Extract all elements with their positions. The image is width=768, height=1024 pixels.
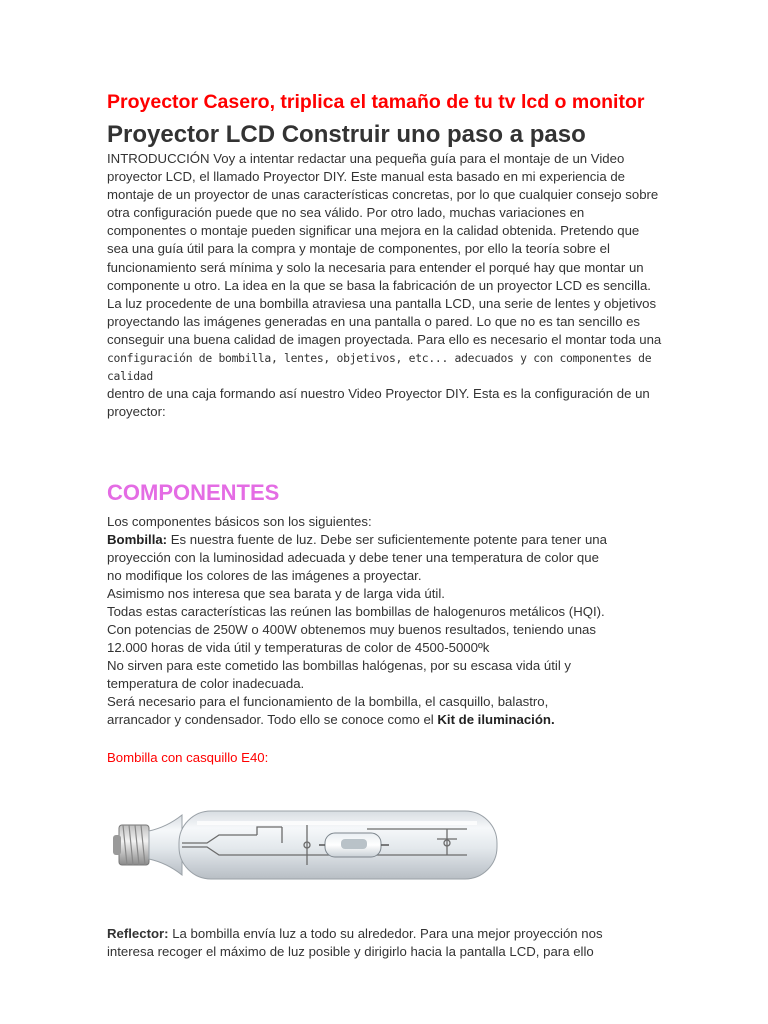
intro-line: La luz procedente de una bombilla atraviesa una pantalla LCD, una serie de lentes y objetivos xyxy=(107,295,657,311)
intro-line: funcionamiento será mínima y solo la necesaria para entender el porqué hay que montar un xyxy=(107,259,644,275)
bombilla-line xyxy=(107,531,667,549)
intro-line: dentro de una caja formando así nuestro Video Proyector DIY. Esta es la configuración de un xyxy=(107,386,650,402)
reflector-line: interesa recoger el máximo de luz posible y dirigirlo hacia la pantalla LCD, para ello xyxy=(107,944,594,960)
components-line: Con potencias de 250W o 400W obtenemos muy buenos resultados, teniendo unas xyxy=(107,622,596,638)
bulb-caption: Bombilla con casquillo E40: xyxy=(107,750,269,766)
components-heading: COMPONENTES xyxy=(107,480,280,506)
components-line: no modifique los colores de las imágenes a proyectar. xyxy=(107,568,422,584)
kit-prefix: arrancador y condensador. Todo ello se conoce como el xyxy=(107,712,438,728)
intro-line: otra configuración puede que no sea válido. Por otro lado, muchas variaciones en xyxy=(107,205,585,221)
bulb-image xyxy=(107,795,507,895)
arc-tube xyxy=(319,833,389,857)
intro-line: INTRODUCCIÓN Voy a intentar redactar una pequeña guía para el montaje de un Video xyxy=(107,151,625,166)
components-intro: Los componentes básicos son los siguientes: xyxy=(107,514,372,530)
intro-mono-line: configuración de bombilla, lentes, objetivos, etc... adecuados y con componentes de calidad xyxy=(107,351,652,384)
components-line: No sirven para este cometido las bombillas halógenas, por su escasa vida útil y xyxy=(107,658,572,674)
components-line: Todas estas características las reúnen las bombillas de halogenuros metálicos (HQI). xyxy=(107,604,605,620)
page-title: Proyector Casero, triplica el tamaño de tu tv lcd o monitor xyxy=(107,91,645,113)
bombilla-label: Bombilla: xyxy=(107,532,168,548)
page-subtitle: Proyector LCD Construir uno paso a paso xyxy=(107,121,586,148)
intro-line: proyector: xyxy=(107,404,166,420)
bombilla-text: Es nuestra fuente de luz. Debe ser suficientemente potente para tener una xyxy=(167,532,607,548)
intro-line: proyector LCD, el llamado Proyector DIY. Este manual esta basado en mi experiencia de xyxy=(107,169,626,185)
reflector-label: Reflector: xyxy=(107,926,169,942)
intro-line: proyectando las imágenes generadas en una pantalla o pared. Lo que no es tan sencillo es xyxy=(107,313,641,329)
components-line: proyección con la luminosidad adecuada y debe tener una temperatura de color que xyxy=(107,550,599,566)
intro-line: sea una guía útil para la compra y montaje de componentes, por ello la teoría sobre el xyxy=(107,241,610,257)
kit-label: Kit de iluminación. xyxy=(437,712,555,728)
intro-line: componentes o montaje pueden significar una mejora en la calidad obtenida. Pretendo que xyxy=(107,223,640,239)
components-line: 12.000 horas de vida útil y temperaturas de color de 4500-5000ºk xyxy=(107,640,490,656)
reflector-line xyxy=(107,925,667,943)
kit-line xyxy=(107,711,667,729)
intro-line: montaje de un proyector de unas características concretas, por lo que cualquier consejo sobre xyxy=(107,187,659,203)
components-line: Asimismo nos interesa que sea barata y de larga vida útil. xyxy=(107,586,445,602)
components-body xyxy=(107,513,667,729)
bulb-illustration xyxy=(107,795,507,895)
intro-line: conseguir una buena calidad de imagen proyectada. Para ello es necesario el montar toda una xyxy=(107,331,662,347)
document-page xyxy=(107,88,667,961)
intro-paragraph xyxy=(107,150,667,421)
screw-base xyxy=(113,825,149,865)
reflector-text: La bombilla envía luz a todo su alrededor. Para una mejor proyección nos xyxy=(168,926,603,942)
components-line: temperatura de color inadecuada. xyxy=(107,676,305,692)
components-line: Será necesario para el funcionamiento de la bombilla, el casquillo, balastro, xyxy=(107,694,549,710)
reflector-paragraph xyxy=(107,925,667,961)
intro-line: componente u otro. La idea en la que se basa la fabricación de un proyector LCD es sencilla. xyxy=(107,277,651,293)
